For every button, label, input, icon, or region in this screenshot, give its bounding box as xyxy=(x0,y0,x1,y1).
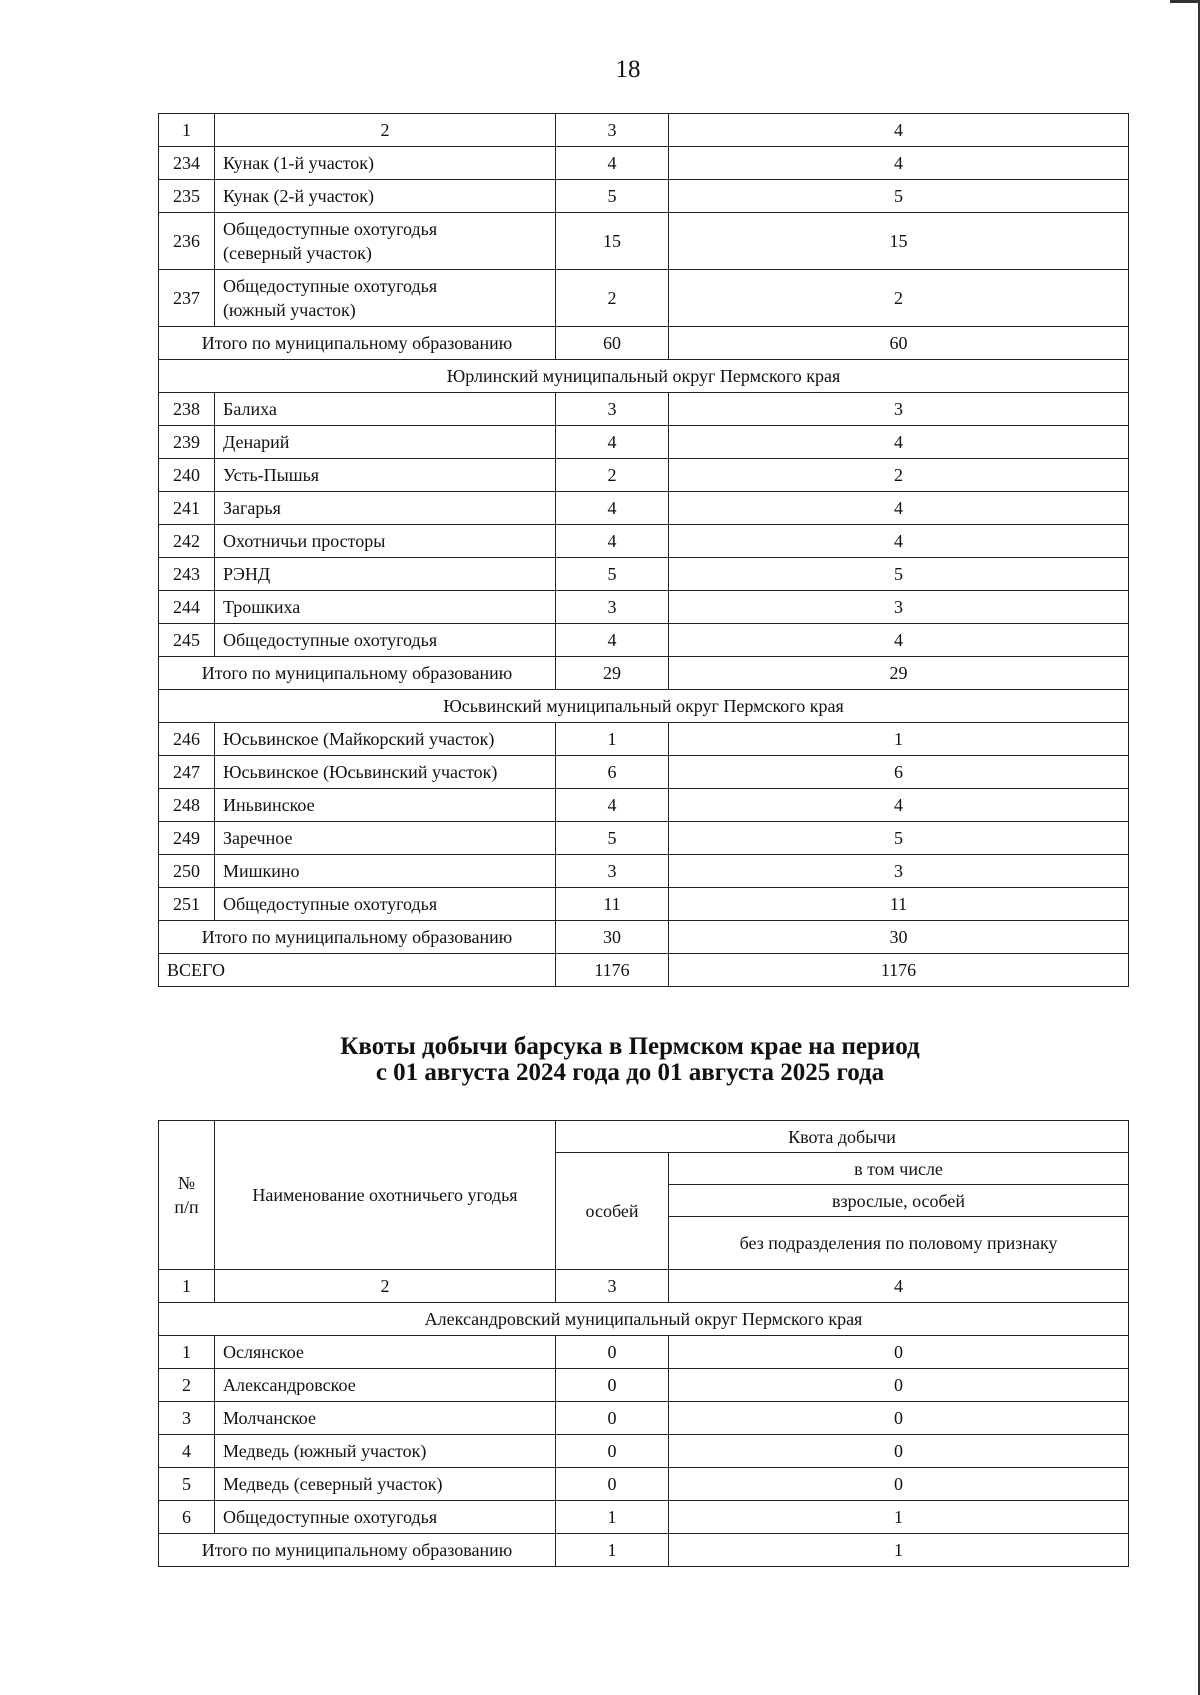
hunting-ground-name: Балиха xyxy=(215,393,556,426)
district-row xyxy=(159,360,1129,393)
subtotal-row xyxy=(159,921,1129,954)
row-number: 2 xyxy=(159,1369,215,1402)
row-number: 1 xyxy=(159,1336,215,1369)
table-row xyxy=(159,1369,1129,1402)
quota-adult: 2 xyxy=(669,270,1129,327)
wildlife-quota-table-continued xyxy=(158,113,1129,987)
row-number: 251 xyxy=(159,888,215,921)
section-title xyxy=(200,1034,1060,1086)
quota-total: 5 xyxy=(556,180,669,213)
quota-total: 15 xyxy=(556,213,669,270)
quota-adult: 3 xyxy=(669,855,1129,888)
quota-adult: 0 xyxy=(669,1468,1129,1501)
grand-total-label: ВСЕГО xyxy=(159,954,556,987)
table-row xyxy=(159,1501,1129,1534)
table-row xyxy=(159,591,1129,624)
badger-quota-table xyxy=(158,1120,1129,1567)
hunting-ground-name: РЭНД xyxy=(215,558,556,591)
table-row xyxy=(159,558,1129,591)
row-number: 238 xyxy=(159,393,215,426)
district-row xyxy=(159,690,1129,723)
header-quota: Квота добычи xyxy=(556,1121,1129,1153)
quota-total: 3 xyxy=(556,393,669,426)
subtotal-adult: 30 xyxy=(669,921,1129,954)
quota-total: 4 xyxy=(556,525,669,558)
quota-total: 6 xyxy=(556,756,669,789)
table-row xyxy=(159,822,1129,855)
table-row xyxy=(159,213,1129,270)
hunting-ground-name: Охотничьи просторы xyxy=(215,525,556,558)
quota-adult: 0 xyxy=(669,1402,1129,1435)
quota-adult: 4 xyxy=(669,426,1129,459)
quota-total: 4 xyxy=(556,624,669,657)
row-number: 4 xyxy=(159,1435,215,1468)
hunting-ground-name xyxy=(215,270,556,327)
row-number: 236 xyxy=(159,213,215,270)
quota-adult: 3 xyxy=(669,393,1129,426)
table-row xyxy=(159,426,1129,459)
table-row xyxy=(159,723,1129,756)
quota-total: 1 xyxy=(556,723,669,756)
subtotal-label: Итого по муниципальному образованию xyxy=(159,1534,556,1567)
table-row xyxy=(159,1435,1129,1468)
hunting-ground-name: Юсьвинское (Юсьвинский участок) xyxy=(215,756,556,789)
hunting-ground-name: Денарий xyxy=(215,426,556,459)
table-row xyxy=(159,393,1129,426)
subtotal-adult: 60 xyxy=(669,327,1129,360)
subtotal-row xyxy=(159,657,1129,690)
col-number: 4 xyxy=(669,1270,1129,1303)
hunting-ground-name: Общедоступные охотугодья xyxy=(215,624,556,657)
table-row xyxy=(159,789,1129,822)
hunting-ground-name: Трошкиха xyxy=(215,591,556,624)
row-number: 242 xyxy=(159,525,215,558)
header-including: в том числе xyxy=(669,1153,1129,1185)
section-title-line: с 01 августа 2024 года до 01 августа 2025 года xyxy=(375,1059,885,1086)
hunting-ground-name: Ослянское xyxy=(215,1336,556,1369)
table-row xyxy=(159,459,1129,492)
col-number: 3 xyxy=(556,114,669,147)
quota-adult: 1 xyxy=(669,1501,1129,1534)
quota-adult: 0 xyxy=(669,1435,1129,1468)
table-row xyxy=(159,525,1129,558)
table-row xyxy=(159,855,1129,888)
row-number: 237 xyxy=(159,270,215,327)
quota-total: 11 xyxy=(556,888,669,921)
page-number: 18 xyxy=(615,56,641,83)
header-no-sex-split: без подразделения по половому признаку xyxy=(669,1217,1129,1270)
table-row xyxy=(159,888,1129,921)
subtotal-label: Итого по муниципальному образованию xyxy=(159,327,556,360)
quota-adult: 4 xyxy=(669,525,1129,558)
grand-total-total: 1176 xyxy=(556,954,669,987)
row-number: 246 xyxy=(159,723,215,756)
row-number: 5 xyxy=(159,1468,215,1501)
table-row xyxy=(159,147,1129,180)
quota-adult: 0 xyxy=(669,1369,1129,1402)
hunting-ground-name: Загарья xyxy=(215,492,556,525)
subtotal-total: 30 xyxy=(556,921,669,954)
quota-total: 2 xyxy=(556,459,669,492)
district-title: Юрлинский муниципальный округ Пермского края xyxy=(159,360,1129,393)
grand-total-adult: 1176 xyxy=(669,954,1129,987)
header-num: № п/п xyxy=(159,1121,215,1270)
quota-total: 4 xyxy=(556,147,669,180)
hunting-ground-name: Общедоступные охотугодья xyxy=(215,888,556,921)
row-number: 240 xyxy=(159,459,215,492)
hunting-ground-name: Иньвинское xyxy=(215,789,556,822)
row-number: 6 xyxy=(159,1501,215,1534)
column-number-row xyxy=(159,114,1129,147)
col-number: 2 xyxy=(215,114,556,147)
hunting-ground-name: Общедоступные охотугодья xyxy=(215,1501,556,1534)
quota-adult: 2 xyxy=(669,459,1129,492)
name-line: Общедоступные охотугодья xyxy=(223,276,438,296)
hunting-ground-name: Медведь (южный участок) xyxy=(215,1435,556,1468)
subtotal-adult: 29 xyxy=(669,657,1129,690)
hunting-ground-name: Усть-Пышья xyxy=(215,459,556,492)
quota-total: 0 xyxy=(556,1468,669,1501)
row-number: 248 xyxy=(159,789,215,822)
name-line: (южный участок) xyxy=(223,300,356,320)
quota-adult: 6 xyxy=(669,756,1129,789)
hunting-ground-name: Юсьвинское (Майкорский участок) xyxy=(215,723,556,756)
quota-adult: 5 xyxy=(669,558,1129,591)
row-number: 241 xyxy=(159,492,215,525)
quota-total: 0 xyxy=(556,1369,669,1402)
quota-total: 3 xyxy=(556,591,669,624)
quota-total: 3 xyxy=(556,855,669,888)
col-number: 3 xyxy=(556,1270,669,1303)
header-name: Наименование охотничьего угодья xyxy=(215,1121,556,1270)
quota-total: 5 xyxy=(556,558,669,591)
hunting-ground-name: Кунак (2-й участок) xyxy=(215,180,556,213)
row-number: 235 xyxy=(159,180,215,213)
quota-adult: 4 xyxy=(669,789,1129,822)
section-title-line: Квоты добычи барсука в Пермском крае на период xyxy=(340,1033,920,1060)
quota-adult: 5 xyxy=(669,822,1129,855)
table-row xyxy=(159,624,1129,657)
row-number: 239 xyxy=(159,426,215,459)
quota-total: 4 xyxy=(556,426,669,459)
quota-total: 0 xyxy=(556,1435,669,1468)
subtotal-label: Итого по муниципальному образованию xyxy=(159,657,556,690)
row-number: 245 xyxy=(159,624,215,657)
hunting-ground-name: Заречное xyxy=(215,822,556,855)
subtotal-total: 1 xyxy=(556,1534,669,1567)
quota-total: 1 xyxy=(556,1501,669,1534)
table-row xyxy=(159,492,1129,525)
quota-adult: 4 xyxy=(669,624,1129,657)
subtotal-label: Итого по муниципальному образованию xyxy=(159,921,556,954)
district-title: Юсьвинский муниципальный округ Пермского края xyxy=(159,690,1129,723)
col-number: 4 xyxy=(669,114,1129,147)
table-row xyxy=(159,756,1129,789)
quota-adult: 4 xyxy=(669,147,1129,180)
table-row xyxy=(159,1336,1129,1369)
col-number: 2 xyxy=(215,1270,556,1303)
hunting-ground-name: Молчанское xyxy=(215,1402,556,1435)
quota-adult: 15 xyxy=(669,213,1129,270)
subtotal-row xyxy=(159,1534,1129,1567)
name-line: (северный участок) xyxy=(223,243,372,263)
hunting-ground-name: Кунак (1-й участок) xyxy=(215,147,556,180)
quota-total: 2 xyxy=(556,270,669,327)
header-adults: взрослые, особей xyxy=(669,1185,1129,1217)
subtotal-row xyxy=(159,327,1129,360)
subtotal-total: 60 xyxy=(556,327,669,360)
quota-total: 4 xyxy=(556,789,669,822)
quota-adult: 3 xyxy=(669,591,1129,624)
table-row xyxy=(159,270,1129,327)
row-number: 247 xyxy=(159,756,215,789)
quota-adult: 1 xyxy=(669,723,1129,756)
row-number: 250 xyxy=(159,855,215,888)
quota-total: 4 xyxy=(556,492,669,525)
row-number: 234 xyxy=(159,147,215,180)
hunting-ground-name xyxy=(215,213,556,270)
name-line: Общедоступные охотугодья xyxy=(223,219,438,239)
hunting-ground-name: Мишкино xyxy=(215,855,556,888)
table-row xyxy=(159,1468,1129,1501)
quota-adult: 5 xyxy=(669,180,1129,213)
row-number: 243 xyxy=(159,558,215,591)
col-number: 1 xyxy=(159,1270,215,1303)
quota-adult: 11 xyxy=(669,888,1129,921)
table-row xyxy=(159,1402,1129,1435)
row-number: 3 xyxy=(159,1402,215,1435)
quota-total: 5 xyxy=(556,822,669,855)
district-row xyxy=(159,1303,1129,1336)
header-individuals: особей xyxy=(556,1153,669,1270)
grand-total-row xyxy=(159,954,1129,987)
quota-adult: 0 xyxy=(669,1336,1129,1369)
column-number-row xyxy=(159,1270,1129,1303)
header-row xyxy=(159,1121,1129,1153)
table-row xyxy=(159,180,1129,213)
row-number: 249 xyxy=(159,822,215,855)
quota-adult: 4 xyxy=(669,492,1129,525)
row-number: 244 xyxy=(159,591,215,624)
hunting-ground-name: Александровское xyxy=(215,1369,556,1402)
col-number: 1 xyxy=(159,114,215,147)
quota-total: 0 xyxy=(556,1402,669,1435)
subtotal-adult: 1 xyxy=(669,1534,1129,1567)
subtotal-total: 29 xyxy=(556,657,669,690)
hunting-ground-name: Медведь (северный участок) xyxy=(215,1468,556,1501)
scan-corner-mark xyxy=(1170,0,1200,3)
quota-total: 0 xyxy=(556,1336,669,1369)
district-title: Александровский муниципальный округ Пермского края xyxy=(159,1303,1129,1336)
